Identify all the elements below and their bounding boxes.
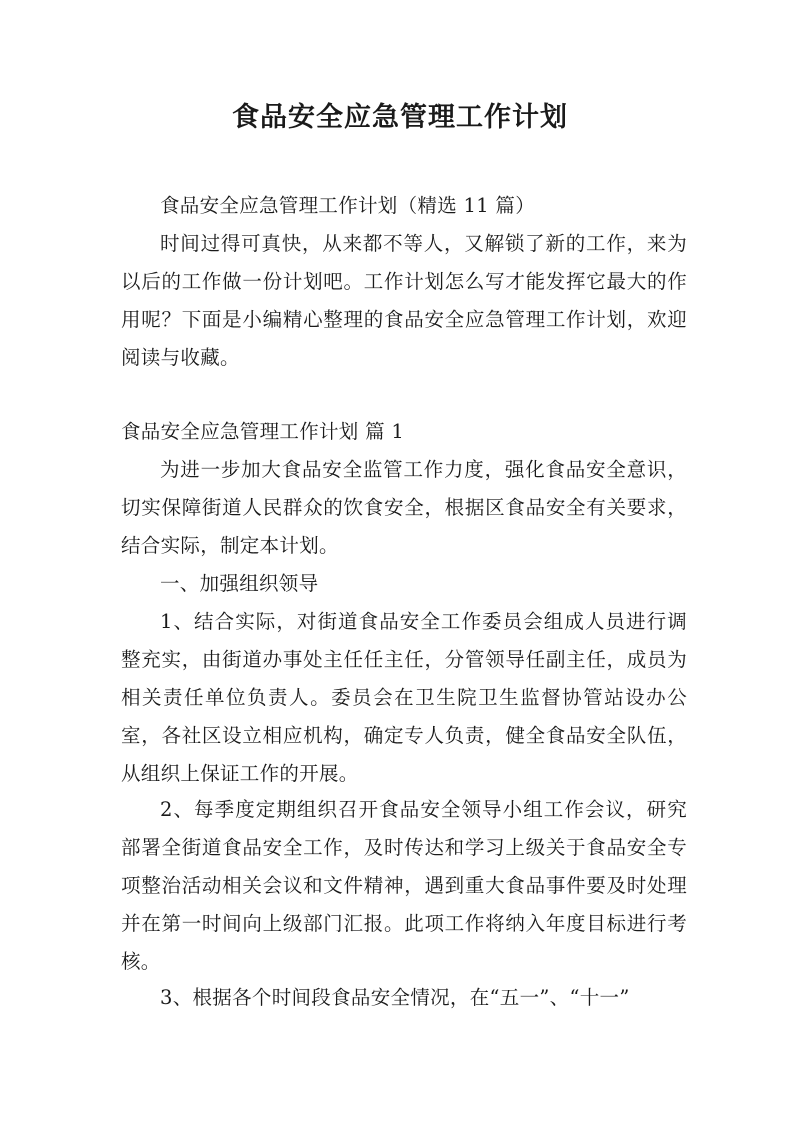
intro-paragraph: 时间过得可真快，从来都不等人，又解锁了新的工作，来为以后的工作做一份计划吧。工作计划怎么写才能发挥它最大的作用呢？下面是小编精心整理的食品安全应急管理工作计划，欢迎阅读与收藏。 bbox=[121, 232, 687, 369]
section-heading: 食品安全应急管理工作计划 篇 1 bbox=[121, 420, 405, 443]
document-subtitle: 食品安全应急管理工作计划（精选 11 篇） bbox=[160, 194, 536, 217]
section-subheading: 一、加强组织领导 bbox=[160, 572, 319, 595]
body-paragraph: 1、结合实际，对街道食品安全工作委员会组成人员进行调整充实，由街道办事处主任任主任，分管领导任副主任，成员为相关责任单位负责人。委员会在卫生院卫生监督协管站设办公室，各社区设立相应机构，确定专人负责，健全食品安全队伍，从组织上保证工作的开展。 bbox=[121, 610, 687, 785]
body-paragraph: 3、根据各个时间段食品安全情况，在“五一”、“十一” bbox=[160, 986, 630, 1009]
document-title: 食品安全应急管理工作计划 bbox=[232, 102, 568, 133]
body-paragraph: 2、每季度定期组织召开食品安全领导小组工作会议，研究部署全街道食品安全工作，及时传达和学习上级关于食品安全专项整治活动相关会议和文件精神，遇到重大食品事件要及时处理并在第一时间向上级部门汇报。此项工作将纳入年度目标进行考核。 bbox=[121, 798, 687, 973]
body-paragraph: 为进一步加大食品安全监管工作力度，强化食品安全意识，切实保障街道人民群众的饮食安全，根据区食品安全有关要求，结合实际，制定本计划。 bbox=[121, 458, 687, 557]
